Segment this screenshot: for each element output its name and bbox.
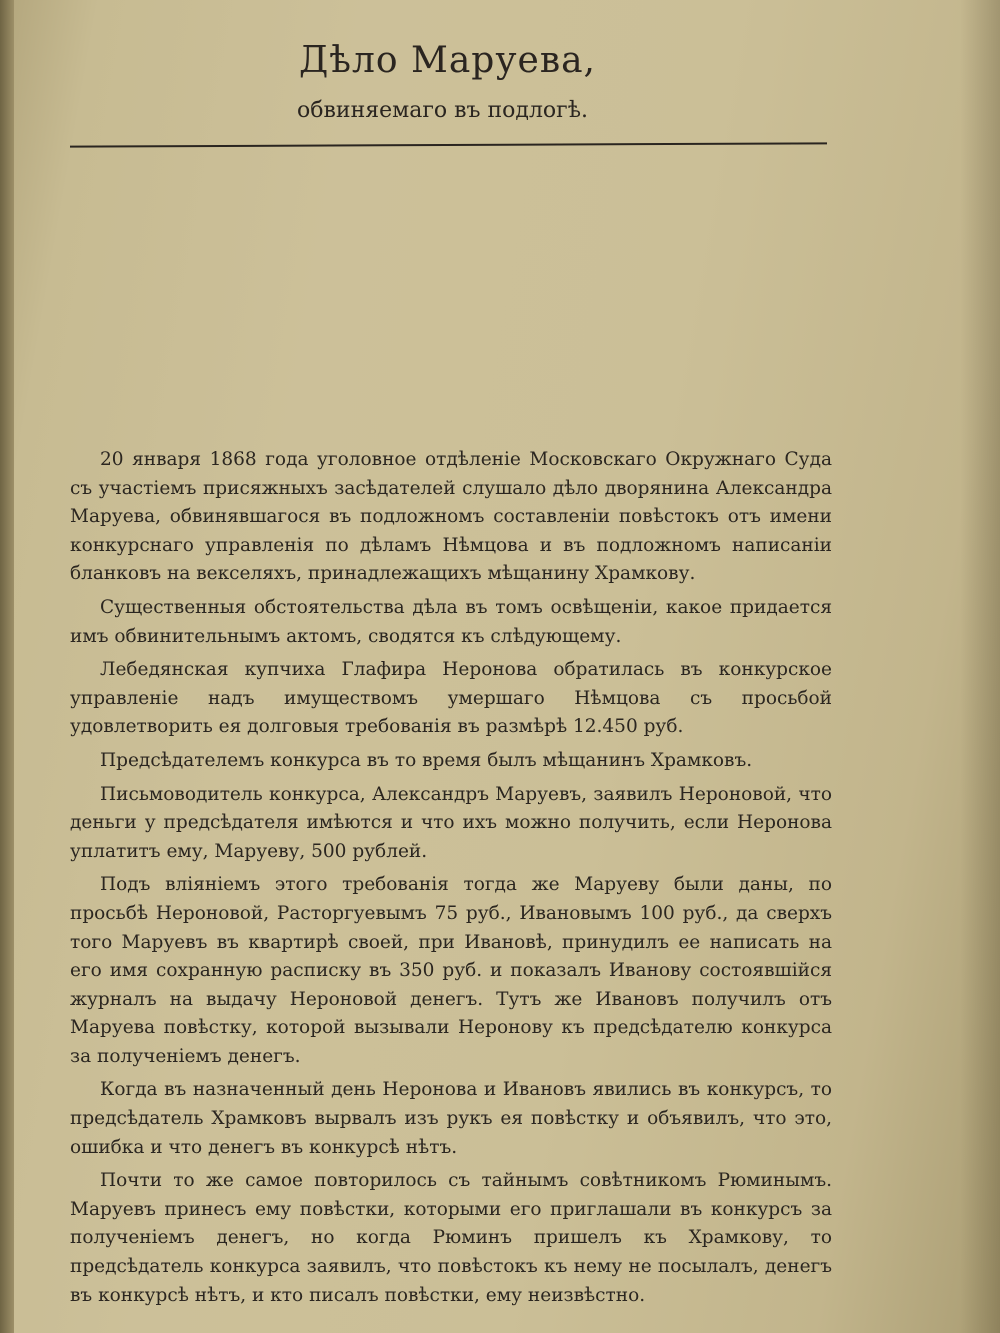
- paragraph: 20 января 1868 года уголовное отдѣленіе Московскаго Окружнаго Суда съ участіемъ присяжныхъ засѣдателей слушало дѣло дворянина Александра Маруева, обвинявшагося въ подложномъ составленіи повѣстокъ отъ имени конкурснаго управленія по дѣламъ Нѣмцова и въ подложномъ написаніи бланковъ на векселяхъ, принадлежащихъ мѣщанину Храмкову.: [70, 449, 832, 585]
- paragraph: Почти то же самое повторилось съ тайнымъ совѣтникомъ Рюминымъ. Маруевъ принесъ ему повѣстки, которыми его приглашали въ конкурсъ за полученіемъ денегъ, но когда Рюминъ пришелъ къ Храмкову, то предсѣдатель конкурса заявилъ, что повѣстокъ къ нему не посылалъ, денегъ въ конкурсѣ нѣтъ, и кто писалъ повѣстки, ему неизвѣстно.: [70, 1170, 832, 1306]
- paragraph: Подъ вліяніемъ этого требованія тогда же Маруеву были даны, по просьбѣ Нероновой, Расторгуевымъ 75 руб., Ивановымъ 100 руб., да сверхъ того Маруевъ въ квартирѣ своей, при Ивановѣ, принудилъ ее написать на его имя сохранную расписку въ 350 руб. и показалъ Иванову состоявшійся журналъ на выдачу Нероновой денегъ. Тутъ же Ивановъ получилъ отъ Маруева повѣстку, которой вызывали Неронову къ предсѣдателю конкурса за полученіемъ денегъ.: [70, 874, 832, 1067]
- page-right-shadow: [960, 0, 1000, 1333]
- chapter-subtitle: обвиняемаго въ подлогѣ.: [297, 98, 588, 123]
- paragraph: Существенныя обстоятельства дѣла въ томъ освѣщеніи, какое придается имъ обвинительнымъ актомъ, сводятся къ слѣдующему.: [70, 596, 832, 647]
- paragraph: Предсѣдателемъ конкурса въ то время былъ мѣщанинъ Храмковъ.: [100, 749, 753, 771]
- title-rule: [70, 142, 827, 147]
- paragraph: Лебедянская купчиха Глафира Неронова обратилась въ конкурское управленіе надъ имуществомъ умершаго Нѣмцова съ просьбой удовлетворить ея долговыя требованія въ размѣрѣ 12.450 руб.: [70, 659, 832, 738]
- page-left-edge: [0, 0, 14, 1333]
- paragraph: Письмоводитель конкурса, Александръ Маруевъ, заявилъ Нероновой, что деньги у предсѣдателя имѣются и что ихъ можно получить, если Неронова уплатитъ ему, Маруеву, 500 рублей.: [70, 783, 832, 862]
- chapter-title: Дѣло Маруева,: [299, 40, 596, 81]
- body-text: [70, 446, 832, 1315]
- paragraph: Когда въ назначенный день Неронова и Ивановъ явились въ конкурсъ, то предсѣдатель Храмковъ вырвалъ изъ рукъ ея повѣстку и объявилъ, что это, ошибка и что денегъ въ конкурсѣ нѣтъ.: [70, 1079, 832, 1158]
